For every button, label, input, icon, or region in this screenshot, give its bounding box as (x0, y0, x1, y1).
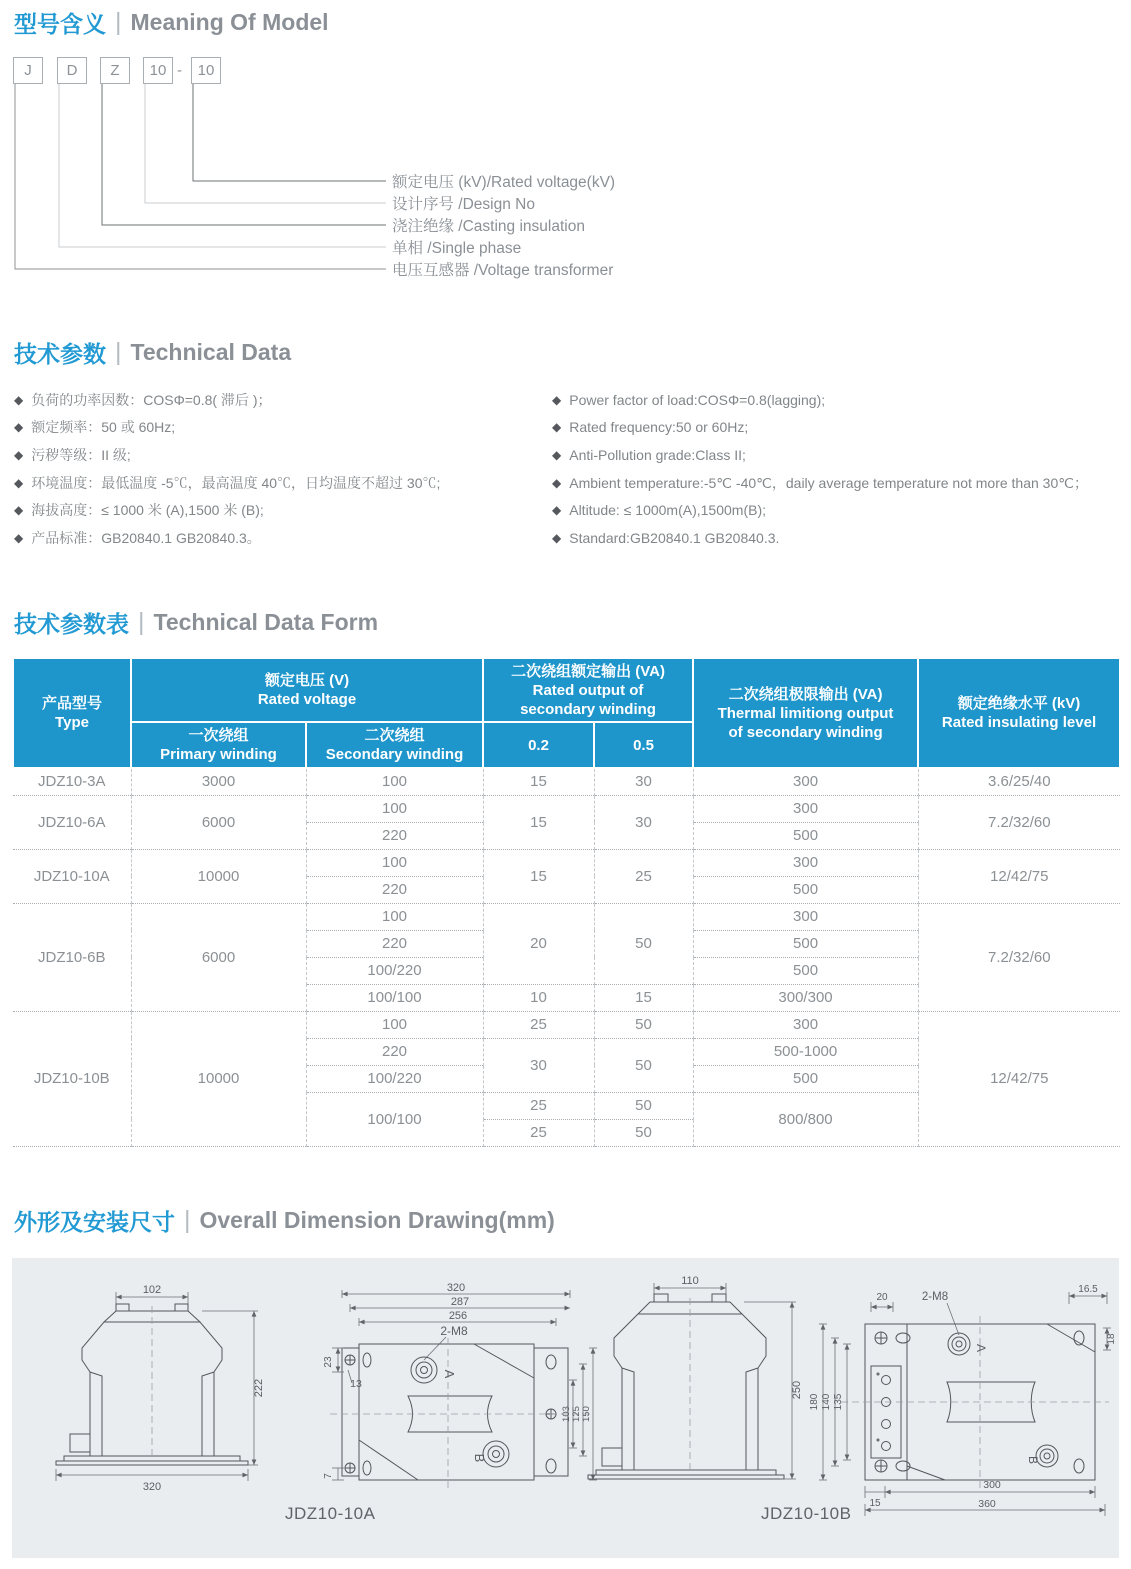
cell-output-02: 30 (483, 1038, 594, 1092)
col-header-secondary-winding (306, 722, 483, 768)
model-connector-lines (0, 84, 392, 284)
model-label-design-no: 设计序号 /Design No (392, 196, 535, 213)
cell-thermal: 800/800 (693, 1092, 918, 1146)
dim-15: 15 (869, 1498, 881, 1509)
cell-output-05: 50 (594, 1092, 693, 1119)
section-title-tech (14, 336, 291, 369)
section-title-model-zh: 型号含义 (14, 11, 106, 37)
header-label: 二次绕组极限输出 (VA) (728, 685, 883, 703)
bullet-item (552, 496, 1122, 524)
bullet-text: Anti-Pollution grade:Class II; (569, 446, 746, 463)
section-title-dims-en: Overall Dimension Drawing(mm) (199, 1207, 555, 1233)
col-header-type (13, 658, 131, 768)
cell-primary: 10000 (131, 1011, 306, 1146)
cell-type: JDZ10-10A (13, 849, 131, 903)
bullet-text: Altitude: ≤ 1000m(A),1500m(B); (569, 502, 766, 519)
cell-secondary: 100/100 (306, 1092, 483, 1146)
cell-output-02: 15 (483, 768, 594, 795)
header-label: Secondary winding (325, 746, 464, 763)
bullet-text: Ambient temperature:-5℃ -40℃，daily average temperature not more than 30℃； (569, 474, 1088, 491)
section-title-form-zh: 技术参数表 (14, 611, 129, 637)
cell-output-02: 25 (483, 1119, 594, 1146)
terminal-b-label: B (472, 1453, 487, 1463)
cell-thermal: 300 (693, 1011, 918, 1038)
dim-287: 287 (450, 1296, 470, 1308)
dim-20: 20 (876, 1292, 888, 1303)
dim-222: 222 (253, 1378, 265, 1398)
cell-thermal: 300 (693, 768, 918, 795)
diamond-bullet-icon: ◆ (552, 503, 562, 518)
title-divider: | (115, 338, 122, 366)
section-title-model-en: Meaning Of Model (130, 9, 329, 35)
dim-150: 150 (581, 1406, 592, 1422)
cell-output-02: 20 (483, 903, 594, 984)
cell-thermal: 500-1000 (693, 1038, 918, 1065)
header-label: Type (55, 714, 89, 731)
bullet-item (14, 469, 544, 497)
bullet-item (14, 386, 544, 414)
header-label: Rated voltage (257, 691, 357, 708)
header-label: Primary winding (160, 746, 277, 763)
dim-125: 125 (571, 1406, 582, 1422)
dim-7: 7 (323, 1473, 334, 1479)
diamond-bullet-icon: ◆ (14, 420, 24, 435)
table-row (13, 768, 1120, 795)
bullet-item (14, 496, 544, 524)
cell-thermal: 500 (693, 1065, 918, 1092)
header-label: 额定电压 (V) (264, 672, 350, 689)
header-label: 0.2 (528, 736, 549, 754)
col-header-accuracy-05 (594, 722, 693, 768)
section-title-model (14, 6, 329, 39)
col-header-primary-winding (131, 722, 306, 768)
header-label: 额定绝缘水平 (kV) (957, 695, 1081, 712)
bullet-item (14, 414, 544, 442)
dim-360: 360 (978, 1498, 996, 1510)
dimension-drawing-panel (12, 1258, 1119, 1558)
title-divider: | (115, 8, 122, 36)
bullet-item (14, 524, 544, 552)
cell-thermal: 300 (693, 903, 918, 930)
header-label: Thermal limitiong output (717, 704, 894, 722)
col-header-accuracy-02 (483, 722, 594, 768)
drawing-a-top-view (304, 1284, 600, 1502)
diamond-bullet-icon: ◆ (552, 447, 562, 462)
cell-insulation: 3.6/25/40 (918, 768, 1120, 795)
bullet-text: 海拔高度：≤ 1000 米 (A),1500 米 (B); (31, 502, 264, 519)
section-title-form-en: Technical Data Form (153, 609, 379, 635)
bullet-text: 额定频率：50 或 60Hz; (31, 419, 176, 436)
drawing-b-front-view (580, 1276, 816, 1500)
cell-secondary: 100/100 (306, 984, 483, 1011)
cell-secondary: 220 (306, 1038, 483, 1065)
dim-256: 256 (448, 1310, 468, 1322)
cell-secondary: 220 (306, 822, 483, 849)
bullet-text: 产品标准：GB20840.1 GB20840.3。 (31, 529, 261, 546)
cell-thermal: 500 (693, 957, 918, 984)
cell-output-05: 30 (594, 795, 693, 849)
diamond-bullet-icon: ◆ (552, 420, 562, 435)
section-title-tech-zh: 技术参数 (14, 341, 106, 367)
drawing-caption-a: JDZ10-10A (285, 1504, 376, 1523)
diamond-bullet-icon: ◆ (14, 503, 24, 518)
col-header-thermal-output (693, 658, 918, 768)
header-label: of secondary winding (728, 723, 883, 741)
dim-23: 23 (323, 1356, 334, 1368)
header-label: Rated output of (532, 681, 644, 699)
cell-type: JDZ10-10B (13, 1011, 131, 1146)
header-label: secondary winding (520, 700, 656, 718)
dim-135: 135 (833, 1393, 844, 1411)
cell-primary: 6000 (131, 795, 306, 849)
bullet-text: Standard:GB20840.1 GB20840.3. (569, 529, 780, 546)
section-title-dims (14, 1204, 555, 1237)
dim-13: 13 (350, 1378, 362, 1390)
bullet-item (552, 414, 1122, 442)
table-row (13, 1011, 1120, 1038)
cell-output-05: 30 (594, 768, 693, 795)
dim-lines (744, 1302, 796, 1479)
title-divider: | (184, 1206, 191, 1234)
cell-output-05: 50 (594, 903, 693, 984)
cell-thermal: 300 (693, 795, 918, 822)
dim-18: 18 (1106, 1333, 1117, 1345)
dim-140: 140 (821, 1393, 832, 1411)
header-label: 一次绕组 (188, 727, 249, 744)
cell-output-05: 15 (594, 984, 693, 1011)
label-2-m8: 2-M8 (921, 1291, 949, 1303)
bullet-item (552, 469, 1122, 497)
model-box-j: J (13, 57, 43, 84)
drawing-caption-b: JDZ10-10B (761, 1504, 852, 1523)
cell-thermal: 500 (693, 930, 918, 957)
cell-thermal: 500 (693, 822, 918, 849)
cell-thermal: 300 (693, 849, 918, 876)
bullet-item (552, 386, 1122, 414)
cell-output-05: 25 (594, 849, 693, 903)
diamond-bullet-icon: ◆ (552, 475, 562, 490)
cell-secondary: 100 (306, 795, 483, 822)
bullet-text: 环境温度：最低温度 -5℃，最高温度 40℃，日均温度不超过 30℃; (31, 474, 441, 491)
cell-secondary: 220 (306, 930, 483, 957)
model-box-d: D (57, 57, 87, 84)
cell-insulation: 12/42/75 (918, 1011, 1120, 1146)
dim-250: 250 (791, 1380, 803, 1400)
diamond-bullet-icon: ◆ (552, 392, 562, 407)
diamond-bullet-icon: ◆ (14, 392, 24, 407)
diamond-bullet-icon: ◆ (14, 447, 24, 462)
cell-type: JDZ10-3A (13, 768, 131, 795)
cell-secondary: 100/220 (306, 1065, 483, 1092)
col-header-insulating-level (918, 658, 1120, 768)
model-label-casting-insulation: 浇注绝缘 /Casting insulation (392, 218, 585, 235)
dim-300: 300 (983, 1479, 1001, 1491)
dim-lines (819, 1324, 1105, 1516)
cell-output-02: 10 (483, 984, 594, 1011)
label-2-m8: 2-M8 (440, 1324, 468, 1338)
cell-secondary: 100 (306, 849, 483, 876)
drawing-b-top-view (807, 1280, 1119, 1520)
cell-output-02: 15 (483, 795, 594, 849)
dim-16-5: 16.5 (1078, 1284, 1098, 1295)
model-box-10b: 10 (191, 57, 221, 84)
bullet-item (552, 441, 1122, 469)
cell-output-02: 25 (483, 1092, 594, 1119)
table-row (13, 849, 1120, 876)
dim-320: 320 (446, 1282, 466, 1294)
model-box-10a: 10 (143, 57, 173, 84)
terminal-b-label: B (1026, 1455, 1040, 1465)
terminal-a-label: A (974, 1343, 988, 1353)
cell-secondary: 100/220 (306, 957, 483, 984)
table-header-row (13, 658, 1120, 722)
diamond-bullet-icon: ◆ (14, 475, 24, 490)
cell-primary: 10000 (131, 849, 306, 903)
drawing-a-front-view (52, 1282, 302, 1494)
header-label: 二次绕组 (364, 727, 425, 744)
cell-output-02: 25 (483, 1011, 594, 1038)
terminal-a-label: A (442, 1369, 457, 1379)
technical-data-table (12, 657, 1121, 1147)
table-row (13, 903, 1120, 930)
section-title-dims-zh: 外形及安装尺寸 (14, 1209, 175, 1235)
model-dash: - (177, 62, 182, 79)
col-header-rated-voltage (131, 658, 483, 722)
diamond-bullet-icon: ◆ (552, 530, 562, 545)
col-header-rated-output (483, 658, 693, 722)
cell-thermal: 300/300 (693, 984, 918, 1011)
bullet-item (552, 524, 1122, 552)
section-title-tech-en: Technical Data (130, 339, 292, 365)
cell-output-05: 50 (594, 1038, 693, 1092)
cell-thermal: 500 (693, 876, 918, 903)
cell-output-02: 15 (483, 849, 594, 903)
section-title-form (14, 606, 378, 639)
header-label: 产品型号 (41, 695, 102, 712)
title-divider: | (138, 608, 145, 636)
body-outline (342, 1344, 568, 1480)
cell-insulation: 7.2/32/60 (918, 795, 1120, 849)
cell-primary: 3000 (131, 768, 306, 795)
cell-secondary: 100 (306, 903, 483, 930)
cell-secondary: 100 (306, 1011, 483, 1038)
diamond-bullet-icon: ◆ (14, 530, 24, 545)
cell-secondary: 220 (306, 876, 483, 903)
bullet-item (14, 441, 544, 469)
cell-insulation: 7.2/32/60 (918, 903, 1120, 1011)
dim-320: 320 (142, 1481, 162, 1493)
model-box-z: Z (100, 57, 130, 84)
cell-type: JDZ10-6A (13, 795, 131, 849)
tech-bullets-zh (14, 386, 544, 552)
cell-output-05: 50 (594, 1011, 693, 1038)
cell-insulation: 12/42/75 (918, 849, 1120, 903)
dim-102: 102 (142, 1284, 162, 1296)
bullet-text: 负荷的功率因数：COSΦ=0.8( 滞后 )； (31, 391, 272, 408)
table-row (13, 795, 1120, 822)
cell-type: JDZ10-6B (13, 903, 131, 1011)
cell-primary: 6000 (131, 903, 306, 1011)
dim-110: 110 (681, 1275, 699, 1287)
centerlines (330, 1338, 592, 1488)
bullet-text: Rated frequency:50 or 60Hz; (569, 419, 749, 436)
bullet-text: Power factor of load:COSΦ=0.8(lagging); (569, 391, 826, 408)
dim-180: 180 (809, 1393, 820, 1411)
cell-secondary: 100 (306, 768, 483, 795)
model-label-voltage-transformer: 电压互感器 /Voltage transformer (392, 262, 614, 279)
header-label: 0.5 (633, 736, 654, 754)
bullet-text: 污秽等级：II 级; (31, 446, 131, 463)
transformer-outline (588, 1294, 784, 1479)
header-label: 二次绕组额定输出 (VA) (511, 662, 665, 680)
header-label: Rated insulating level (941, 714, 1097, 731)
model-label-rated-voltage: 额定电压 (kV)/Rated voltage(kV) (392, 174, 616, 191)
dim-103: 103 (561, 1406, 572, 1422)
model-label-single-phase: 单相 /Single phase (392, 240, 522, 257)
cell-output-05: 50 (594, 1119, 693, 1146)
tech-bullets-en (552, 386, 1122, 552)
